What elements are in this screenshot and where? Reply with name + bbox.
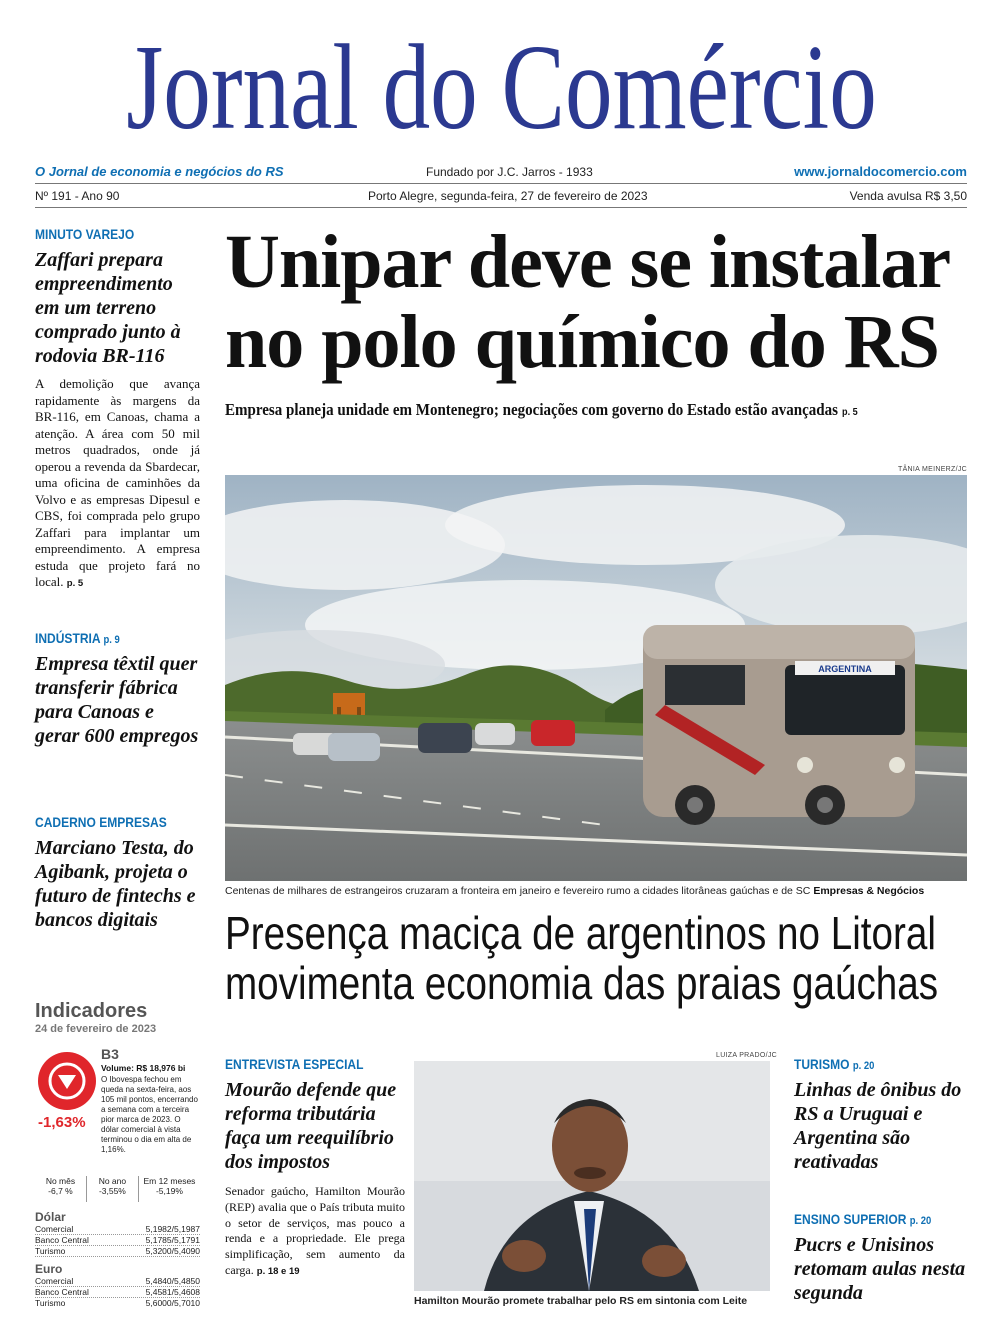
masthead-tagline: O Jornal de economia e negócios do RS [35, 164, 284, 179]
interview-headline[interactable]: Mourão defende que reforma tributária faça um reequilíbrio dos impostos [225, 1079, 397, 1173]
b3-change: -1,63% [38, 1114, 86, 1131]
arrow-down-icon [38, 1052, 96, 1110]
caderno-headline[interactable]: Marciano Testa, do Agibank, projeta o futuro de fintechs e bancos digitais [35, 837, 196, 931]
euro-row: Banco Central 5,4581/5,4608 [35, 1287, 200, 1297]
ensino-block[interactable] [794, 1211, 969, 1305]
interview-block[interactable] [225, 1056, 405, 1280]
issue-number: Nº 191 - Ano 90 [35, 189, 120, 203]
photo1-credit: TÂNIA MEINERZ/JC [898, 466, 967, 473]
minuto-varejo-block[interactable] [35, 226, 200, 593]
portrait-illustration [414, 1061, 770, 1291]
masthead-founded: Fundado por J.C. Jarros - 1933 [426, 165, 593, 179]
second-headline-line2[interactable]: movimenta economia das praias gaúchas [225, 957, 939, 1009]
industria-headline[interactable]: Empresa têxtil quer transferir fábrica para Canoas e gerar 600 empregos [35, 653, 199, 747]
interview-body: Senador gaúcho, Hamilton Mourão (REP) avalia que o País tributa muito o setor de serviços, mas pouco a renda e a propriedade. Ele prega simplificação, sem aumento da carga. p. 18 e 19 [225, 1184, 405, 1277]
dolar-row: Banco Central 5,1785/5,1791 [35, 1235, 200, 1245]
period-year: No ano -3,55% [87, 1176, 139, 1202]
highway-illustration [225, 475, 967, 881]
indicators-panel [35, 1000, 200, 1035]
lead-subhead: Empresa planeja unidade em Montenegro; negociações com governo do Estado estão avançadas [225, 400, 838, 419]
section-industria: INDÚSTRIA p. 9 [35, 630, 120, 646]
section-caderno-empresas: CADERNO EMPRESAS [35, 814, 167, 830]
b3-label: B3 [101, 1046, 119, 1062]
industria-block[interactable] [35, 630, 200, 748]
section-minuto-varejo: MINUTO VAREJO [35, 226, 135, 242]
section-ensino-superior: ENSINO SUPERIOR p. 20 [794, 1211, 932, 1227]
lead-page-ref: p. 5 [842, 407, 858, 418]
dolar-table [35, 1210, 200, 1257]
minuto-page-ref: p. 5 [66, 578, 84, 589]
mourao-photo[interactable] [414, 1061, 770, 1291]
caderno-block[interactable] [35, 814, 200, 932]
lead-headline-line2[interactable]: no polo químico do RS [225, 300, 939, 384]
turismo-block[interactable] [794, 1056, 969, 1174]
second-headline-line1[interactable]: Presença maciça de argentinos no Litoral [225, 907, 936, 959]
masthead-rule-2 [35, 207, 967, 208]
turismo-headline[interactable]: Linhas de ônibus do RS a Uruguai e Argentina são reativadas [794, 1079, 962, 1173]
price: Venda avulsa R$ 3,50 [849, 189, 967, 203]
section-entrevista: ENTREVISTA ESPECIAL [225, 1056, 364, 1072]
b3-text: O Ibovespa fechou em queda na sexta-feira, aos 105 mil pontos, encerrando a semana com a terceira pior marca de 2023. O dólar comercial à vista terminou o dia em alta de 1,16%. [101, 1075, 198, 1154]
masthead-title: Jornal do Comércio [126, 20, 877, 155]
euro-title: Euro [35, 1262, 63, 1276]
highway-photo[interactable] [225, 475, 967, 881]
euro-row: Comercial 5,4840/5,4850 [35, 1276, 200, 1286]
indicators-date: 24 de fevereiro de 2023 [35, 1023, 157, 1035]
minuto-body: A demolição que avança rapidamente às margens da BR-116, em Canoas, chama a atenção. A área com 50 mil metros quadrados, onde já operou a revenda da Sbardecar, uma oficina de caminhões da Volvo e as empresas Dipesul e CBS, foi comprada pelo grupo Zaffari para implantar um empreendimento. A empresa estuda que projeto fará no local. p. 5 [35, 376, 200, 589]
lead-subhead-row [225, 400, 858, 420]
period-12m: Em 12 meses -5,19% [143, 1176, 196, 1196]
dolar-row: Comercial 5,1982/5,1987 [35, 1224, 200, 1234]
period-month: No mês -6,7 % [35, 1176, 87, 1202]
lead-headline-line1[interactable]: Unipar deve se instalar [225, 220, 951, 304]
periods-row [35, 1176, 200, 1202]
photo1-section-ref: Empresas & Negócios [813, 885, 925, 897]
indicators-title: Indicadores [35, 1000, 148, 1022]
bus-destination-sign: ARGENTINA [818, 664, 872, 674]
masthead-rule [35, 183, 967, 184]
euro-table [35, 1262, 200, 1308]
b3-volume: Volume: R$ 18,976 bi [101, 1063, 186, 1073]
b3-down-badge [38, 1052, 96, 1110]
ensino-headline[interactable]: Pucrs e Unisinos retomam aulas nesta segunda [794, 1234, 966, 1304]
minuto-headline[interactable]: Zaffari prepara empreendimento em um terreno comprado junto à rodovia BR-116 [35, 249, 181, 367]
dolar-row: Turismo 5,3200/5,4090 [35, 1246, 200, 1256]
dateline: Porto Alegre, segunda-feira, 27 de fevereiro de 2023 [368, 189, 648, 203]
section-turismo: TURISMO p. 20 [794, 1056, 875, 1072]
interview-page-ref: p. 18 e 19 [256, 1265, 300, 1277]
photo2-caption: Hamilton Mourão promete trabalhar pelo RS em sintonia com Leite [414, 1295, 748, 1307]
dolar-title: Dólar [35, 1210, 66, 1224]
euro-row: Turismo 5,6000/5,7010 [35, 1298, 200, 1308]
photo1-caption: Centenas de milhares de estrangeiros cruzaram a fronteira em janeiro e fevereiro rumo a cidades litorâneas gaúchas e de SC Empresas & Negócios [225, 885, 925, 897]
website-link[interactable]: www.jornaldocomercio.com [794, 164, 967, 179]
photo2-credit: LUIZA PRADO/JC [716, 1052, 777, 1059]
